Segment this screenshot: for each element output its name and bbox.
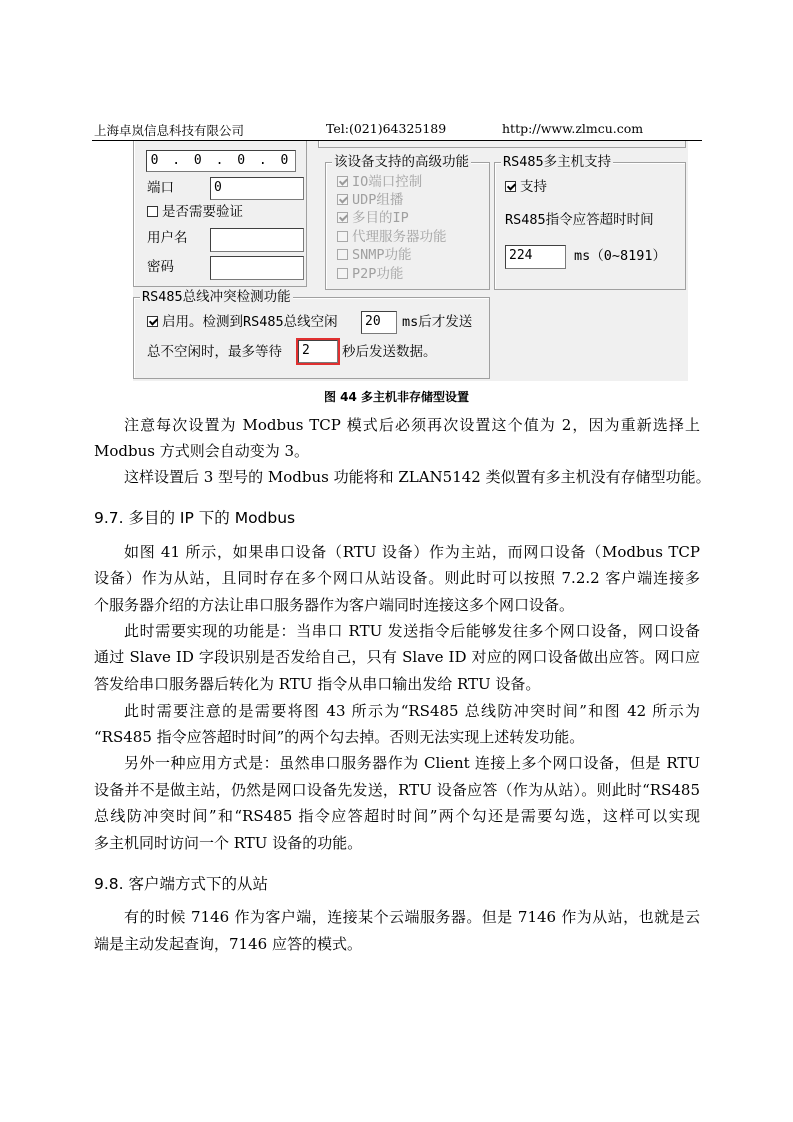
paragraph-line: 端是主动发起查询，7146 应答的模式。 (94, 935, 362, 953)
timeout-unit: ms（0~8191） (574, 248, 667, 264)
password-field[interactable] (210, 256, 304, 280)
auth-checkbox-row[interactable] (147, 203, 243, 221)
settings-dialog-screenshot (133, 141, 688, 381)
paragraph-line: 这样设置后 3 型号的 Modbus 功能将和 ZLAN5142 类似置有多主机没有存储型功能。 (124, 468, 711, 486)
username-field[interactable] (210, 228, 304, 252)
multi-master-support-row[interactable] (505, 178, 547, 196)
feature-p2p: P2P功能 (337, 265, 403, 283)
auth-checkbox[interactable] (147, 206, 158, 217)
advanced-features-title: 该设备支持的高级功能 (334, 154, 469, 170)
paragraph-line: 有的时候 7146 作为客户端，连接某个云端服务器。但是 7146 作为从站，也就是云 (124, 908, 700, 926)
idle-time-unit: ms后才发送 (402, 314, 473, 330)
port-field[interactable]: 0 (210, 177, 304, 200)
feature-multi-ip: 多目的IP (337, 209, 409, 227)
website-url: http://www.zlmcu.com (502, 121, 644, 136)
section-heading-9-8: 9.8. 客户端方式下的从站 (94, 875, 269, 893)
ip-address-field[interactable]: 0 . 0 . 0 . 0 (146, 150, 296, 172)
password-label: 密码 (147, 259, 174, 275)
paragraph-line: 通过 Slave ID 字段识别是否发给自己，只有 Slave ID 对应的网口设备做出应答。网口应 (94, 648, 700, 666)
figure-caption: 图 44 多主机非存储型设置 (323, 390, 470, 404)
wait-label: 总不空闲时，最多等待 (147, 344, 282, 360)
feature-proxy: 代理服务器功能 (337, 228, 447, 246)
feature-udp-multicast: UDP组播 (337, 191, 403, 209)
feature-checkbox (337, 268, 348, 279)
page-header (94, 121, 700, 139)
feature-snmp: SNMP功能 (337, 246, 412, 264)
wait-time-unit: 秒后发送数据。 (342, 344, 437, 360)
multi-master-title: RS485多主机支持 (503, 154, 612, 170)
idle-time-field[interactable]: 20 (361, 311, 397, 334)
port-label: 端口 (147, 180, 174, 196)
collision-detection-title: RS485总线冲突检测功能 (142, 289, 291, 305)
paragraph-line: 个服务器介绍的方法让串口服务器作为客户端同时连接这多个网口设备。 (94, 596, 575, 614)
feature-checkbox (337, 212, 348, 223)
collision-enable-checkbox[interactable] (147, 316, 158, 327)
paragraph-line: 设备并不是做主站，仍然是网口设备先发送，RTU 设备应答（作为从站）。则此时“RS485 (94, 781, 700, 799)
highlight-box (296, 338, 340, 365)
multi-master-support-checkbox[interactable] (505, 181, 516, 192)
phone-number: Tel:(021)64325189 (326, 121, 447, 136)
paragraph-line: 多主机同时访问一个 RTU 设备的功能。 (94, 834, 363, 852)
auth-label: 是否需要验证 (162, 204, 243, 220)
section-heading-9-7: 9.7. 多目的 IP 下的 Modbus (94, 509, 296, 527)
paragraph-line: 总线防冲突时间”和“RS485 指令应答超时时间”两个勾还是需要勾选，这样可以实现 (94, 807, 700, 825)
collision-enable-row[interactable] (147, 313, 338, 331)
feature-checkbox (337, 176, 348, 187)
paragraph-line: Modbus 方式则会自动变为 3。 (94, 442, 310, 460)
paragraph-line: 此时需要实现的功能是：当串口 RTU 发送指令后能够发往多个网口设备，网口设备 (124, 622, 700, 640)
paragraph-line: 如图 41 所示，如果串口设备（RTU 设备）作为主站，而网口设备（Modbus TCP (124, 543, 700, 561)
paragraph-line: 答发给串口服务器后转化为 RTU 指令从串口输出发给 RTU 设备。 (94, 675, 541, 693)
upper-group-edge (318, 141, 686, 148)
paragraph-line: “RS485 指令应答超时时间”的两个勾去掉。否则无法实现上述转发功能。 (94, 728, 585, 746)
paragraph-line: 此时需要注意的是需要将图 43 所示为“RS485 总线防冲突时间”和图 42 所示为 (124, 702, 700, 720)
username-label: 用户名 (147, 230, 188, 246)
feature-checkbox (337, 249, 348, 260)
paragraph-line: 注意每次设置为 Modbus TCP 模式后必须再次设置这个值为 2，因为重新选择上 (124, 416, 700, 434)
paragraph-line: 另外一种应用方式是：虽然串口服务器作为 Client 连接上多个网口设备，但是 RTU (124, 754, 700, 772)
feature-checkbox (337, 231, 348, 242)
feature-io-port: IO端口控制 (337, 173, 422, 191)
paragraph-line: 设备）作为从站，且同时存在多个网口从站设备。则此时可以按照 7.2.2 客户端连接多 (94, 569, 700, 587)
company-name: 上海卓岚信息科技有限公司 (94, 123, 245, 138)
feature-checkbox (337, 194, 348, 205)
timeout-label: RS485指令应答超时时间 (505, 212, 654, 228)
wait-time-field[interactable]: 2 (298, 340, 338, 363)
collision-enable-label: 启用。检测到RS485总线空闲 (162, 314, 338, 330)
timeout-field[interactable]: 224 (505, 245, 566, 269)
multi-master-support-label: 支持 (520, 179, 547, 195)
